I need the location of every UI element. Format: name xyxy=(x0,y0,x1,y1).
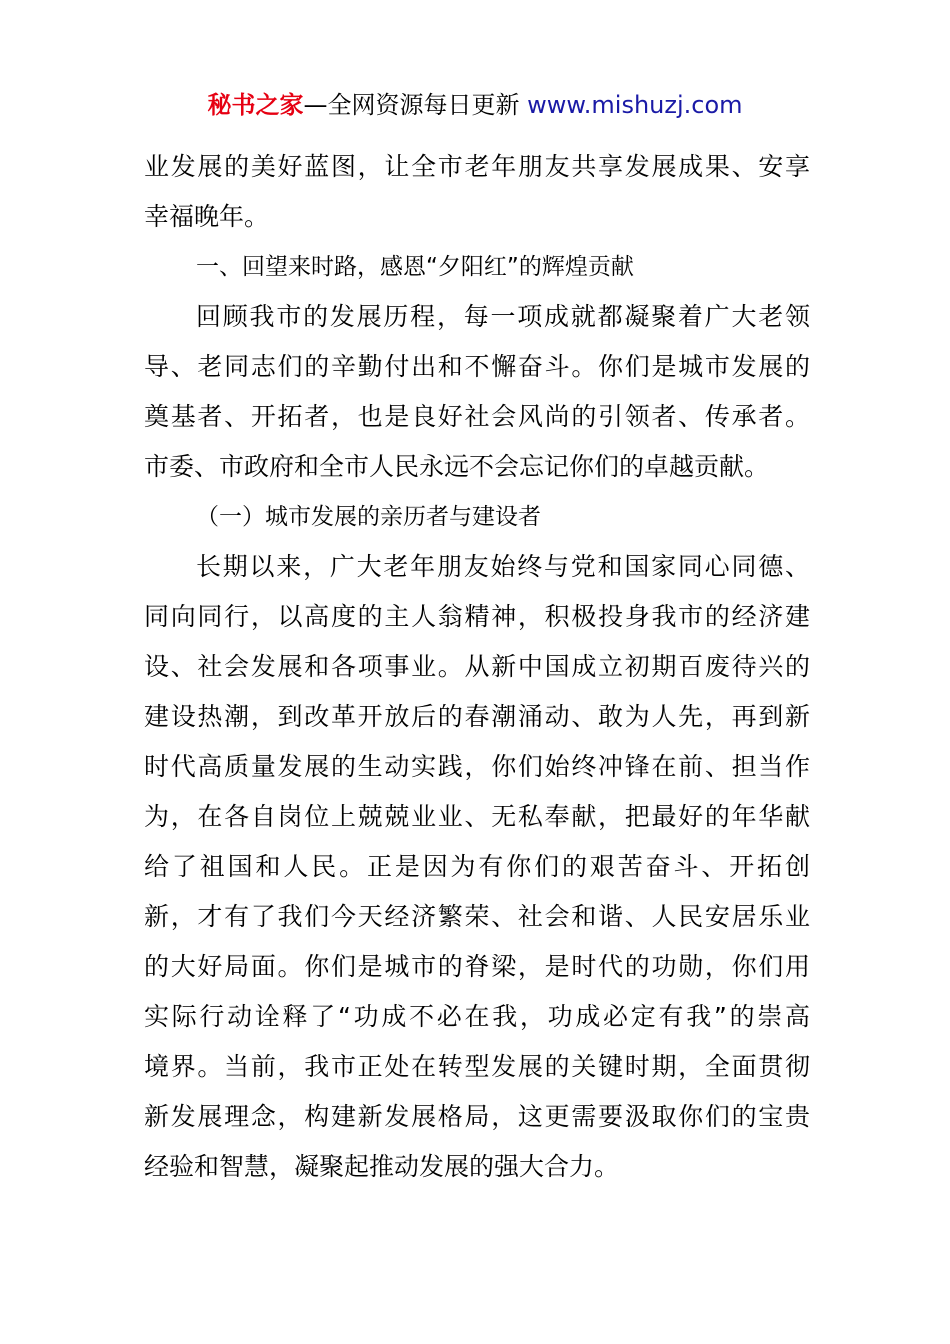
text-line: 导、老同志们的辛勤付出和不懈奋斗。你们是城市发展的 xyxy=(144,352,810,381)
header-tagline: —全网资源每日更新 xyxy=(303,91,520,119)
text-line: 幸福晚年。 xyxy=(144,202,270,231)
text-line: 经验和智慧，凝聚起推动发展的强大合力。 xyxy=(144,1152,620,1181)
text-line: 市委、市政府和全市人民永远不会忘记你们的卓越贡献。 xyxy=(144,452,770,481)
text-line: 实际行动诠释了“功成不必在我，功成必定有我”的崇高 xyxy=(144,1002,810,1031)
subsection-heading: （一）城市发展的亲历者与建设者 xyxy=(196,504,541,530)
text-line: 建设热潮，到改革开放后的春潮涌动、敢为人先，再到新 xyxy=(144,702,810,731)
text-line: 长期以来，广大老年朋友始终与党和国家同心同德、 xyxy=(196,552,810,581)
text-line: 业发展的美好蓝图，让全市老年朋友共享发展成果、安享 xyxy=(144,152,810,181)
text-line: 奠基者、开拓者，也是良好社会风尚的引领者、传承者。 xyxy=(144,402,810,431)
text-line: 回顾我市的发展历程，每一项成就都凝聚着广大老领 xyxy=(196,302,810,331)
text-line: 设、社会发展和各项事业。从新中国成立初期百废待兴的 xyxy=(144,652,810,681)
brand-name: 秘书之家 xyxy=(207,91,304,119)
text-line: 时代高质量发展的生动实践，你们始终冲锋在前、担当作 xyxy=(144,752,810,781)
website-link[interactable]: www.mishuzj.com xyxy=(527,91,743,119)
text-line: 新，才有了我们今天经济繁荣、社会和谐、人民安居乐业 xyxy=(144,902,810,931)
page-header xyxy=(0,88,950,122)
text-line: 给了祖国和人民。正是因为有你们的艰苦奋斗、开拓创 xyxy=(144,852,810,881)
text-line: 新发展理念，构建新发展格局，这更需要汲取你们的宝贵 xyxy=(144,1102,810,1131)
text-line: 为，在各自岗位上兢兢业业、无私奉献，把最好的年华献 xyxy=(144,802,810,831)
text-line: 的大好局面。你们是城市的脊梁，是时代的功勋，你们用 xyxy=(144,952,810,981)
section-heading: 一、回望来时路，感恩“夕阳红”的辉煌贡献 xyxy=(196,254,634,280)
text-line: 境界。当前，我市正处在转型发展的关键时期，全面贯彻 xyxy=(144,1052,810,1081)
document-body xyxy=(144,142,810,1192)
text-line: 同向同行，以高度的主人翁精神，积极投身我市的经济建 xyxy=(144,602,810,631)
